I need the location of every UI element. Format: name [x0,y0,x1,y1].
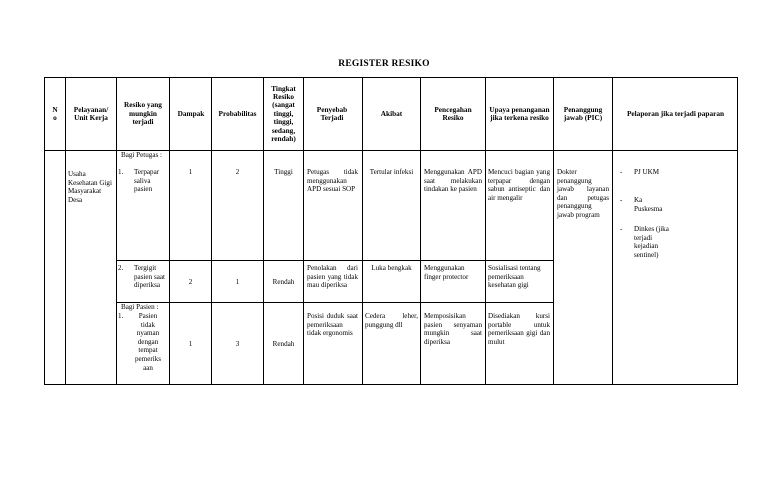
akibat-cell: Cedera leher, punggung dll [365,312,418,329]
row-number: 2. [118,264,124,272]
resiko-cell: Pasien tidak nyaman dengan tempat pemeriks aan [134,312,161,372]
probabilitas-cell: 3 [235,340,240,348]
penyebab-cell: Petugas tidak menggunakan APD sesuai SOP [307,168,358,194]
row-number: 1. [118,168,124,176]
header-dampak: Dampak [177,108,205,118]
header-pelaporan: Pelaporan jika terjadi paparan [626,108,725,118]
resiko-cell: Tergigit pasien saat diperiksa [134,264,165,290]
row-number: 1. [118,312,124,320]
pelaporan-bullet: - [620,196,623,204]
col-divider-unit [116,77,117,385]
header-pic: Penanggung jawab (PIC) [563,104,603,122]
col-divider-pic [612,77,613,385]
group-label-petugas: Bagi Petugas : [121,151,162,159]
pic-cell: Dokter penanggung jawab layanan dan petugas penanggung jawab program [557,168,609,219]
table-border-bottom [44,384,738,385]
group-label-pasien: Bagi Pasien : [121,303,159,311]
dampak-cell: 1 [188,340,193,348]
header-penyebab: Penyebab Terjadi [316,104,348,122]
pelaporan-item-ka-puskesma: Ka Puskesma [634,196,663,213]
upaya-cell: Mencuci bagian yang terpapar dengan sabun antiseptic dan air mengalir [488,168,550,202]
document-title: REGISTER RESIKO [338,59,430,69]
pencegahan-cell: Memposisikan pasien senyaman mungkin saat diperiksa [424,312,482,346]
pencegahan-cell: Menggunakan finger protector [424,264,469,281]
pelaporan-bullet: - [620,168,623,176]
pelaporan-item-pj-ukm: PJ UKM [634,168,660,176]
upaya-cell: Disediakan kursi portable untuk pemeriksaan gigi dan mulut [488,312,550,346]
unit-name: Usaha Kesehatan Gigi Masyarakat Desa [68,170,112,204]
penyebab-cell: Penolakan dari pasien yang tidak mau diperiksa [307,264,358,290]
tingkat-cell: Rendah [272,278,295,286]
probabilitas-cell: 1 [235,278,240,286]
header-probabilitas: Probabilitas [218,108,257,118]
probabilitas-cell: 2 [235,168,240,176]
dampak-cell: 1 [188,168,193,176]
dampak-cell: 2 [188,278,193,286]
header-unit: Pelayanan/ Unit Kerja [73,104,109,122]
col-divider-no [65,77,66,385]
header-pencegahan: Pencegahan Resiko [434,104,472,122]
resiko-cell: Terpapar saliva pasien [134,168,160,194]
col-divider-tingkat [303,77,304,385]
col-divider-upaya [553,77,554,385]
header-resiko: Resiko yang mungkin terjadi [124,100,162,127]
pencegahan-cell: Menggunakan APD saat melakukan tindakan ke pasien [424,168,482,194]
upaya-cell: Sosialisasi tentang pemeriksaan kesehatan gigi [488,264,541,290]
col-divider-pencegahan [485,77,486,385]
tingkat-cell: Rendah [272,340,295,348]
akibat-cell: Tertular infeksi [369,168,414,176]
row-divider-1 [116,260,553,261]
pelaporan-item-dinkes: Dinkes (jika terjadi kejadian sentinel) [634,225,669,259]
pelaporan-bullet: - [620,225,623,233]
akibat-cell: Luka bengkak [371,264,412,272]
col-divider-akibat [420,77,421,385]
col-border-right [737,77,738,385]
col-divider-resiko [169,77,170,385]
penyebab-cell: Posisi duduk saat pemeriksaan tidak ergonomis [307,312,358,338]
tingkat-cell: Tinggi [274,168,293,176]
header-upaya: Upaya penanganan jika terkena resiko [489,104,550,122]
header-tingkat: Tingkat Resiko (sangat tinggi, tinggi, sedang, rendah) [271,83,296,144]
header-akibat: Akibat [380,108,403,118]
group-divider-pasien [116,302,553,303]
header-no: N o [52,104,58,122]
